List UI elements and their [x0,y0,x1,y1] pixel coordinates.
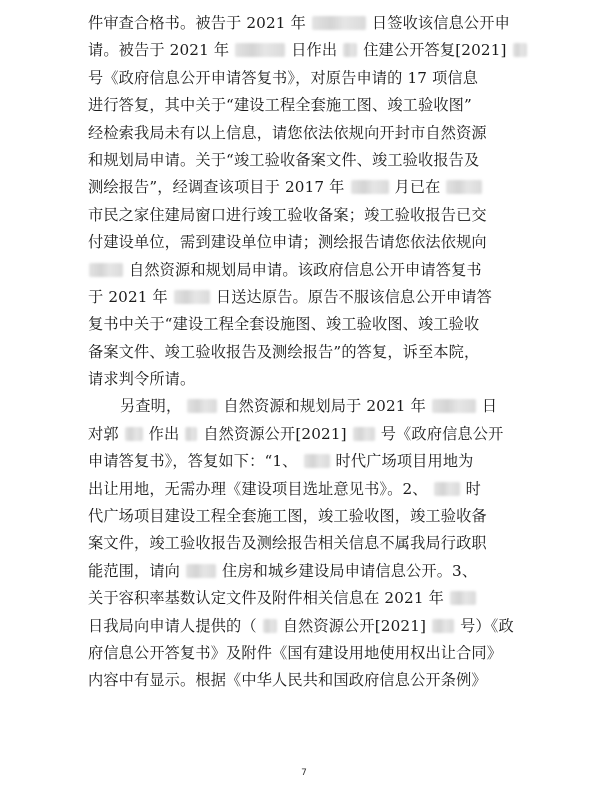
text-line [88,503,528,530]
redaction-blur [432,619,454,633]
text-segment: 日送达原告。原告不服该信息公开申请答 [215,287,492,306]
redaction-blur [263,619,277,633]
text-segment: 住建公开答复[2021] [363,41,507,60]
text-segment: 出让用地，无需办理《建设项目选址意见书》。2、 [88,479,428,498]
text-line [88,174,528,201]
text-line [88,448,528,475]
text-segment: 和规划局申请。关于“竣工验收备案文件、竣工验收报告及 [88,150,480,169]
redaction-blur [351,180,389,194]
redaction-blur [185,427,197,441]
text-segment: 月已在 [394,178,441,197]
text-segment: 时 [465,479,481,498]
text-segment: 经检索我局未有以上信息，请您依法依规向开封市自然资源 [88,123,487,142]
redaction-blur [343,43,357,57]
text-line [88,393,528,420]
text-line [88,667,528,694]
text-segment: 市民之家住建局窗口进行竣工验收备案；竣工验收报告已交 [88,205,487,224]
text-line [88,311,528,338]
text-segment: 测绘报告”，经调查该项目于 2017 年 [88,178,345,197]
redaction-blur [125,427,143,441]
text-segment: 另查明， [120,397,182,416]
redaction-blur [187,399,217,413]
redaction-blur [432,399,476,413]
text-segment: 自然资源和规划局申请。该政府信息公开申请答复书 [128,260,482,279]
text-segment: 号《政府信息公开申请答复书》，对原告申请的 17 项信息 [88,68,479,87]
text-segment: 住房和城乡建设局申请信息公开。3、 [222,561,478,580]
text-segment: 自然资源和规划局于 2021 年 [223,397,426,416]
redaction-blur [174,290,210,304]
page-number: 7 [301,768,307,778]
text-line [88,65,528,92]
text-segment: 日作出 [291,41,338,60]
text-segment: 日签收该信息公开申 [371,14,510,32]
text-segment: 日 [481,397,498,416]
redaction-blur [446,180,482,194]
text-segment: 代广场项目建设工程全套施工图，竣工验收图，竣工验收备 [88,507,487,526]
text-segment: 作出 [148,424,180,443]
text-segment: 日我局向申请人提供的（ [88,616,257,635]
text-segment: 自然资源公开[2021] [282,616,427,635]
redaction-blur [513,43,527,57]
text-segment: 备案文件、竣工验收报告及测绘报告”的答复，诉至本院， [88,342,480,361]
text-segment: 复书中关于“建设工程全套设施图、竣工验收图、竣工验收 [88,315,480,334]
text-segment: 内容中有显示。根据《中华人民共和国政府信息公开条例》 [88,671,487,690]
text-segment: 申请答复书》，答复如下：“1、 [88,452,298,471]
text-line [88,640,528,667]
text-line [88,229,528,256]
text-line [88,10,528,37]
text-line [88,339,528,366]
text-segment: 能范围，请向 [88,561,181,580]
text-segment: 对郭 [88,424,119,443]
text-segment: 号《政府信息公开 [380,424,504,443]
redaction-blur [304,454,330,468]
text-segment: 于 2021 年 [88,287,168,306]
text-segment: 请求判令所请。 [88,370,196,389]
redaction-blur [312,16,366,30]
text-line [88,366,528,393]
text-line [88,476,528,503]
text-line [88,37,528,64]
text-segment: 进行答复，其中关于“建设工程全套施工图、竣工验收图” [88,96,472,115]
text-segment: 时代广场项目用地为 [335,452,474,471]
text-segment: 号）《政 [460,616,514,635]
text-segment: 付建设单位，需到建设单位申请；测绘报告请您依法依规向 [88,233,487,252]
text-line [88,284,528,311]
text-line [88,92,528,119]
text-line [88,202,528,229]
redaction-blur [353,427,375,441]
text-segment: 关于容积率基数认定文件及附件相关信息在 2021 年 [88,589,444,608]
redaction-blur [434,482,460,496]
text-line [88,558,528,585]
text-line [88,530,528,557]
body-text [88,10,528,695]
text-line [88,147,528,174]
text-segment: 自然资源公开[2021] [203,424,347,443]
redaction-blur [89,263,123,277]
text-line [88,120,528,147]
redaction-blur [186,564,216,578]
text-line [88,421,528,448]
text-line [88,613,528,640]
text-segment: 案文件，竣工验收报告及测绘报告相关信息不属我局行政职 [88,534,487,553]
text-segment: 件审查合格书。被告于 2021 年 [88,14,306,32]
redaction-blur [450,591,476,605]
text-segment: 请。被告于 2021 年 [88,41,230,60]
redaction-blur [235,43,285,57]
text-line [88,257,528,284]
text-line [88,585,528,612]
text-segment: 府信息公开答复书》及附件《国有建设用地使用权出让合同》 [88,643,503,662]
